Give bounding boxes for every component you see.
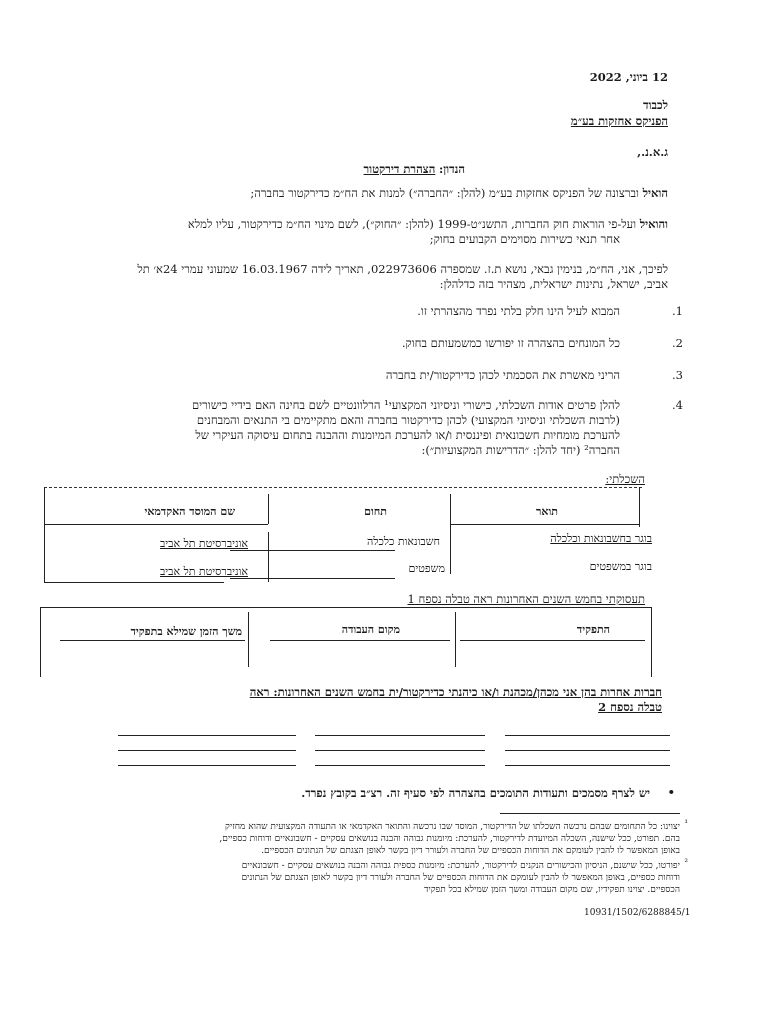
- employment-header-workplace: מקום העבודה: [341, 623, 400, 636]
- other-companies-line-1: חברות אחרות בהן אני מכהן/מכהנת ו/או כיהנתי כדירקטור/ית בחמש השנים האחרונות: ראה: [249, 685, 662, 699]
- education-label: השכלתי:: [605, 472, 645, 486]
- item-4-line-4: החברה² (יחד להלן: ״הדרישות המקצועיות״):: [421, 443, 620, 457]
- footnote-2-marker: ²: [684, 858, 688, 868]
- footnote-2-line-2: ודוחות כספיים, באופן המאפשר לו להבין לעומקם את הדוחות הכספיים של החברה ולעורר דיון בקשר לאופן הצגתם של הנתונים: [241, 873, 680, 883]
- footnote-1-line-2: בהם. תפורט, ככל שישנה, השכלה המיועדת לדירקטור, להערכת: מיומנות גבוהה והבנה בנושאים עסקיים - חשבונאיים ודוחות כספיים,: [219, 834, 680, 844]
- other-companies-line-2: טבלה נספח 2: [598, 700, 662, 714]
- footnote-separator: [500, 813, 680, 814]
- whereas-clause-2: והואיל ועל-פי הוראות חוק החברות, התשנ״ט-1999 (להלן: ״החוק״), לשם מינוי הח״מ כדירקטור, עליו למלא: [187, 217, 668, 231]
- employment-table-right-border: [651, 607, 652, 677]
- education-row-1-field: חשבונאות כלכלה: [367, 535, 440, 548]
- note-text: יש לצרף מסמכים ותעודות התומכים בהצהרה לפי סעיף זה. רצ״ב בקובץ נפרד.: [301, 786, 650, 800]
- education-header-institution: שם המוסד האקדמאי: [144, 505, 235, 518]
- blank-line: [118, 750, 296, 751]
- employment-header-rule: [60, 640, 245, 641]
- footnote-1-marker: ¹: [684, 819, 688, 829]
- education-row-1-degree: בוגר בחשבונאות וכלכלה: [550, 532, 652, 545]
- education-header-degree: תואר: [536, 505, 558, 518]
- item-4-line-3: להערכת מומחיות חשבונאית ופיננסית ו/או להערכת המיומנות וההבנה בתחום עיסוקה העיקרי של: [195, 428, 620, 442]
- employment-table-divider: [248, 612, 249, 667]
- education-header-field: תחום: [364, 505, 387, 518]
- blank-line: [315, 735, 485, 736]
- salutation: לכבוד: [642, 98, 668, 112]
- education-table-divider: [450, 494, 451, 574]
- item-2-text: כל המונחים בהצהרה זו יפורשו כמשמעותם בחוק.: [401, 336, 620, 350]
- whereas-clause-1: הואיל וברצונה של הפניקס אחזקות בע״מ (להלן: ״החברה״) למנות את הח״מ כדירקטור בחברה;: [250, 186, 668, 200]
- education-row-1-rule: [230, 550, 395, 551]
- footnote-2-line-1: יפורטו, ככל שישנם, הניסיון והכישורים הנקנים לדירקטור, להערכת: מיומנות כספית גבוהה והבנה בנושאים עסקיים - חשבונאיים: [241, 861, 680, 871]
- footnote-2-line-3: הכספיים. יצוינו תפקידיו, שם מקום העבודה ומשך הזמן שמילא בכל תפקיד: [424, 885, 680, 895]
- employment-header-rule: [270, 640, 450, 641]
- education-row-2-rule: [230, 578, 395, 579]
- item-4-line-2: (לרבות השכלתי וניסיוני המקצועי) לכהן כדירקטור בחברה והאם מתקיימים בי התנאים והמבחנים: [196, 413, 620, 427]
- education-header-rule: [44, 524, 268, 525]
- note-bullet: •: [667, 785, 675, 799]
- education-row-2-degree: בוגר במשפטים: [589, 560, 652, 573]
- footnote-1-line-3: באופן המאפשר לו להבין לעומקם את הדוחות הכספיים של החברה ולעורר דיון בקשר לאופן הצגתם של הנתונים הכספיים.: [261, 846, 680, 856]
- blank-line: [505, 735, 670, 736]
- intro-line-2: אביב, ישראל, נתינות ישראלית, מצהיר בזה כדלהלן:: [439, 277, 668, 291]
- item-2-number: 2.: [672, 336, 683, 350]
- item-3-number: 3.: [672, 368, 683, 382]
- education-table-top-border: [44, 487, 642, 488]
- education-table-left-border: [44, 487, 45, 583]
- education-row-2-field: משפטים: [408, 562, 445, 575]
- document-date: 12 ביוני, 2022: [589, 70, 668, 84]
- blank-line: [505, 750, 670, 751]
- education-row-2-institution: אוניברסיטת תל אביב: [159, 565, 248, 578]
- item-1-number: 1.: [672, 304, 683, 318]
- item-4-number: 4.: [672, 398, 683, 412]
- intro-line-1: לפיכך, אני, הח״מ, בנימין גבאי, נושא ת.ז. שמספרה 022973606, תאריך לידה 16.03.1967 שמעוני עמרי 24א׳ תל: [137, 262, 668, 276]
- employment-header-role: התפקיד: [576, 623, 610, 636]
- education-row-1-institution: אוניברסיטת תל אביב: [159, 537, 248, 550]
- blank-line: [315, 750, 485, 751]
- item-1-text: המבוא לעיל הינו חלק בלתי נפרד מהצהרתי זו.: [417, 304, 620, 318]
- employment-label: תעסוקתי בחמש השנים האחרונות ראה טבלה נספח 1: [407, 592, 645, 606]
- education-table-divider: [268, 494, 269, 524]
- education-row-2-rule: [44, 582, 224, 583]
- subject-prefix: הנדון:: [438, 162, 465, 176]
- footnote-1-line-1: יצוינו: כל התחומים שבהם נרכשה השכלתו של הדירקטור, המוסד שבו נרכשה והתואר האקדמאי או התעודה המקצועית שהוא מחזיק: [225, 822, 680, 832]
- employment-table-left-border: [40, 607, 41, 677]
- whereas-clause-2-cont: אחר תנאי כשירות מסוימים הקבועים בחוק;: [429, 232, 620, 246]
- employment-table-top-border: [40, 607, 652, 608]
- document-id: 10931/1502/6288845/1: [584, 908, 691, 918]
- blank-line: [505, 765, 670, 766]
- education-table-right-border: [639, 487, 640, 527]
- greeting: ג.א.נ.,: [637, 145, 668, 159]
- item-4-line-1: להלן פרטים אודות השכלתי, כישורי וניסיוני המקצועי¹ הרלוונטיים לשם בחינה האם בידיי כישורים: [191, 398, 620, 412]
- education-header-rule: [450, 524, 640, 525]
- subject-line: [364, 162, 465, 177]
- blank-line: [118, 735, 296, 736]
- employment-header-duration: משך הזמן שמילא בתפקיד: [130, 625, 242, 638]
- subject-title: הצהרת דירקטור: [363, 162, 436, 176]
- blank-line: [118, 765, 296, 766]
- education-table-divider: [268, 532, 269, 582]
- employment-header-rule: [460, 640, 645, 641]
- employment-table-divider: [455, 612, 456, 667]
- item-3-text: הריני מאשרת את הסכמתי לכהן כדירקטור/ית בחברה: [385, 368, 620, 382]
- addressee-company: הפניקס אחזקות בע״מ: [570, 114, 668, 128]
- blank-line: [315, 765, 485, 766]
